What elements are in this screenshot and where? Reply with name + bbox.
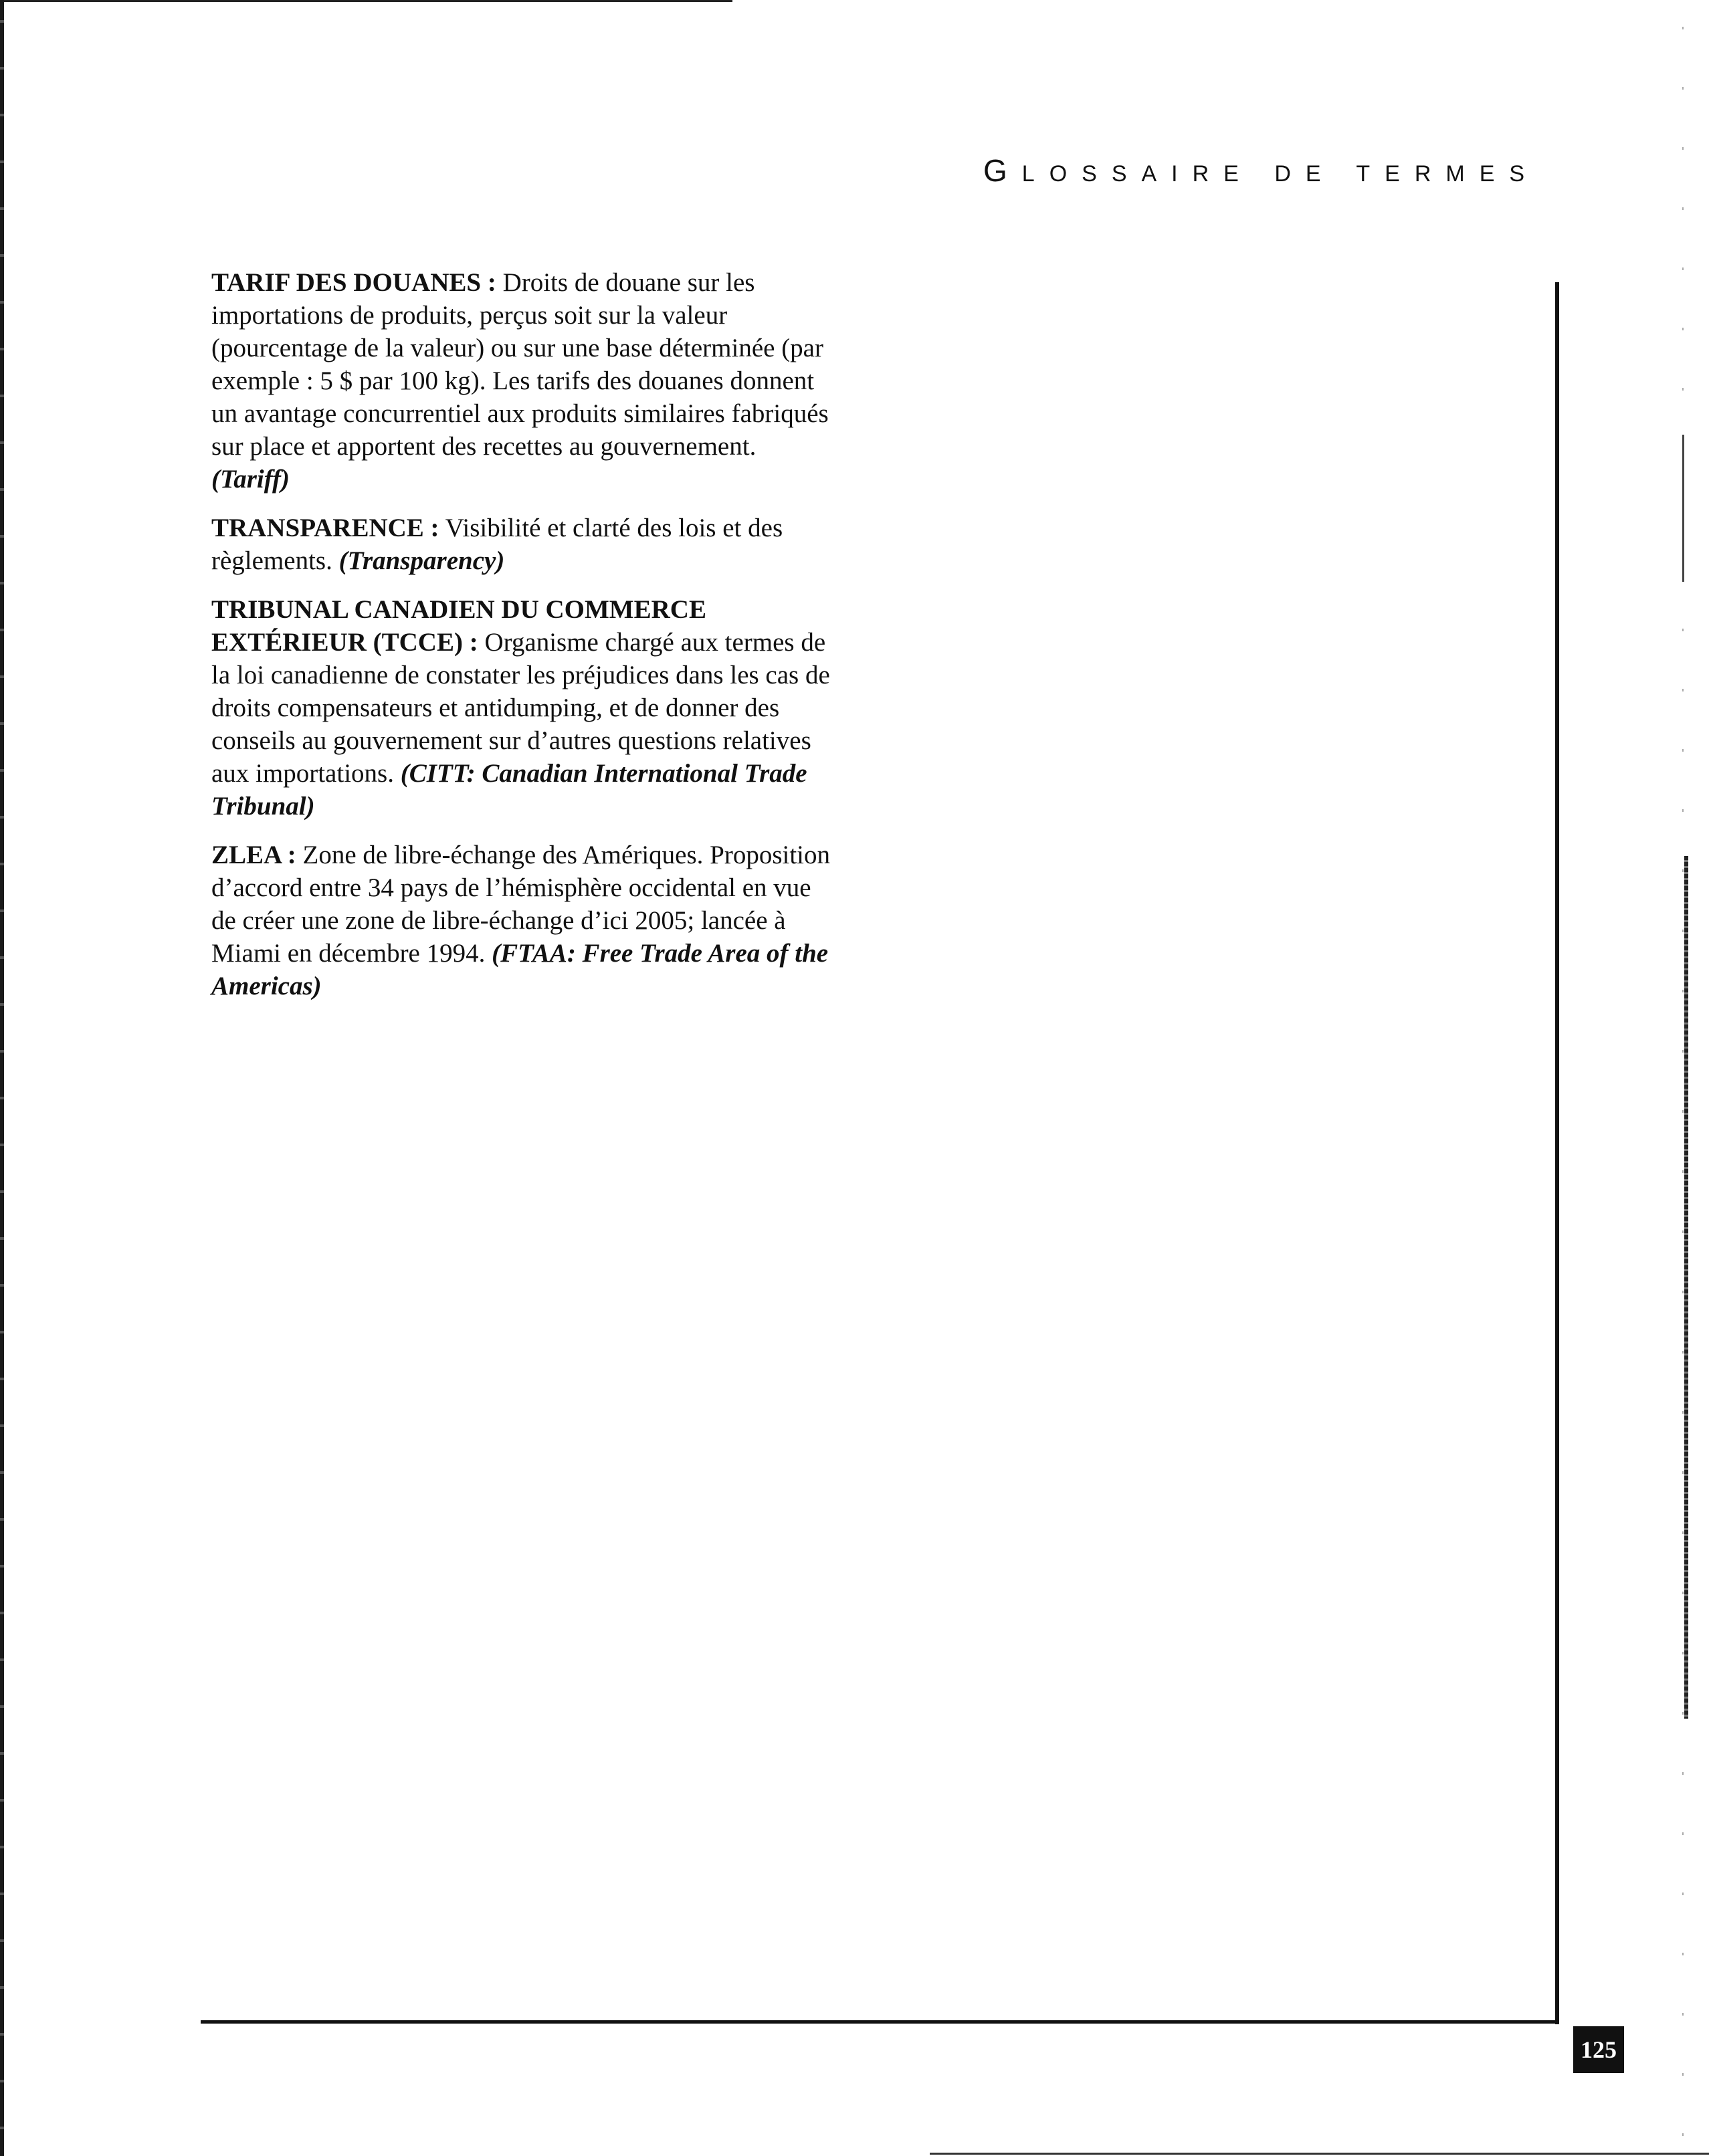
frame-vertical-rule xyxy=(1555,282,1559,2024)
entry-definition: Organisme chargé aux termes de la loi canadienne de constater les préjudices dans les cas de droits compensateurs et antidumping, et de donner des conseils au gouvernement sur d’autres questions relatives aux importations. xyxy=(211,628,830,788)
entry-definition: Visibilité et clarté des lois et des règlements. xyxy=(211,514,783,575)
glossary-entry-zlea xyxy=(211,839,833,1002)
entry-english-equivalent: (Tariff) xyxy=(211,465,290,494)
entry-english-equivalent: (CITT: Canadian International Trade Tribunal) xyxy=(211,759,807,821)
page-number: 125 xyxy=(1573,2026,1624,2073)
scan-right-band xyxy=(1684,856,1688,1719)
entry-term: ZLEA : xyxy=(211,841,296,869)
glossary-entry-tcce xyxy=(211,593,833,823)
entry-term: TARIF DES DOUANES : xyxy=(211,268,496,297)
entry-term: TRIBUNAL CANADIEN DU COMMERCE EXTÉRIEUR (TCCE) : xyxy=(211,595,706,657)
entry-term: TRANSPARENCE : xyxy=(211,514,439,542)
glossary-column xyxy=(211,266,833,1018)
entry-english-equivalent: (FTAA: Free Trade Area of the Americas) xyxy=(211,939,829,1000)
frame-horizontal-rule xyxy=(201,2020,1559,2024)
entry-definition: Zone de libre-échange des Amériques. Proposition d’accord entre 34 pays de l’hémisphère occidental en vue de créer une zone de libre-échange d’ici 2005; lancée à Miami en décembre 1994. xyxy=(211,841,831,968)
scan-right-mark xyxy=(1682,435,1684,582)
glossary-entry-tarif xyxy=(211,266,833,496)
scan-bottom-rule xyxy=(930,2153,1709,2155)
running-header-initial: G xyxy=(983,153,1022,188)
glossary-entry-transparence xyxy=(211,512,833,577)
scan-right-margin-marks xyxy=(1682,0,1684,2156)
scan-top-rule xyxy=(0,0,732,2)
scan-binding-edge xyxy=(0,0,4,2156)
entry-english-equivalent: (Transparency) xyxy=(338,546,505,575)
running-header xyxy=(983,152,1565,189)
running-header-text: GLOSSAIRE DE TERMES xyxy=(983,153,1540,188)
entry-definition: Droits de douane sur les importations de produits, perçus soit sur la valeur (pourcentage de la valeur) ou sur une base déterminée (par exemple : 5 $ par 100 kg). Les tarifs des douanes donnent un avantage concurrentiel aux produits similaires fabriqués sur place et apportent des recettes au gouvernement. xyxy=(211,268,829,461)
